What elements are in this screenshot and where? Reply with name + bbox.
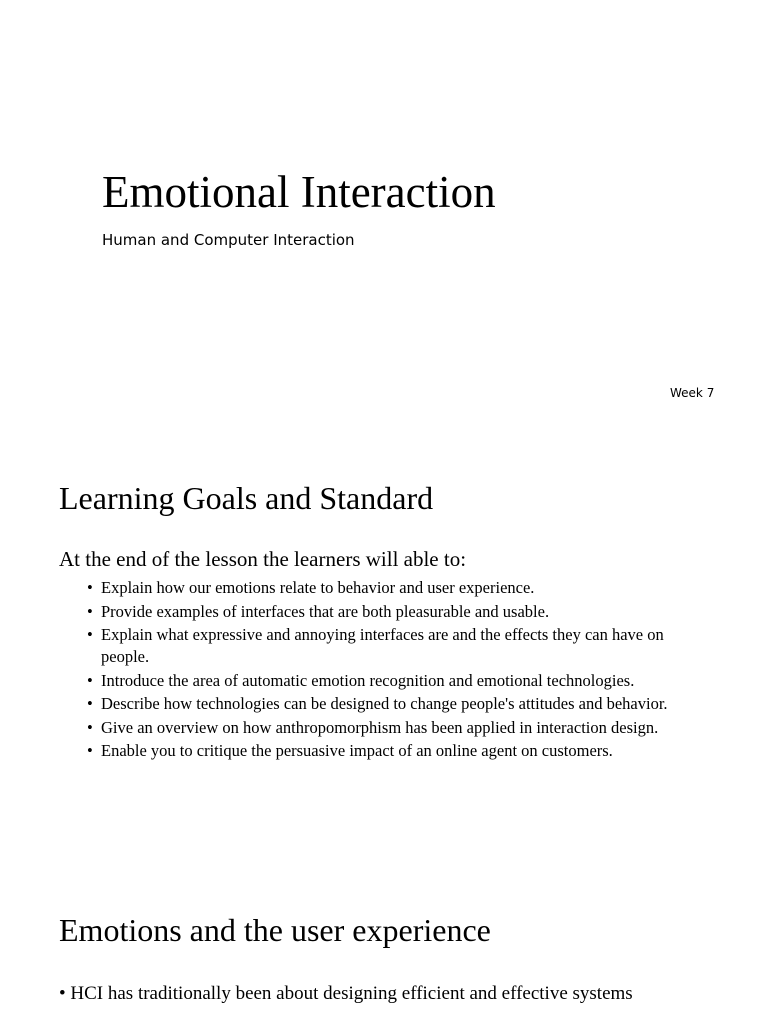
bullet-icon: • xyxy=(87,694,93,713)
list-item-text: Describe how technologies can be designed to change people's attitudes and behavior. xyxy=(101,694,668,713)
bullet-icon: • xyxy=(59,983,66,1004)
list-item-text: Give an overview on how anthropomorphism has been applied in interaction design. xyxy=(101,717,659,737)
list-item xyxy=(87,717,707,739)
list-item xyxy=(87,740,707,762)
slide-title: Emotions and the user experience xyxy=(59,912,491,948)
bullet-icon: • xyxy=(87,670,93,690)
list-item xyxy=(87,601,707,623)
bullet-icon: • xyxy=(87,625,93,644)
bullet-icon: • xyxy=(87,578,93,597)
list-item xyxy=(87,624,707,668)
list-item-text: Enable you to critique the persuasive impact of an online agent on customers. xyxy=(101,741,613,760)
list-item xyxy=(59,982,633,1006)
list-item-text: HCI has traditionally been about designing efficient and effective systems xyxy=(70,983,633,1004)
emotions-ux-slide xyxy=(0,868,768,1024)
list-item xyxy=(87,693,707,715)
list-item-text: Explain what expressive and annoying interfaces are and the effects they can have on people. xyxy=(101,625,664,666)
intro-text: At the end of the lesson the learners will able to: xyxy=(59,547,467,571)
list-item-text: Introduce the area of automatic emotion recognition and emotional technologies. xyxy=(101,670,635,690)
list-item xyxy=(87,577,707,599)
slide-subtitle: Human and Computer Interaction xyxy=(102,231,355,249)
list-item xyxy=(87,670,707,692)
goals-list xyxy=(87,577,707,764)
bullet-icon: • xyxy=(87,601,93,621)
bullet-icon: • xyxy=(87,741,93,760)
list-item-text: Provide examples of interfaces that are both pleasurable and usable. xyxy=(101,601,550,621)
learning-goals-slide xyxy=(0,438,768,868)
slide-title: Emotional Interaction xyxy=(102,167,496,217)
slide-title: Learning Goals and Standard xyxy=(59,480,434,516)
bullet-icon: • xyxy=(87,717,93,737)
title-slide xyxy=(0,0,768,438)
week-label: Week 7 xyxy=(670,386,715,400)
list-item-text: Explain how our emotions relate to behavior and user experience. xyxy=(101,578,535,597)
